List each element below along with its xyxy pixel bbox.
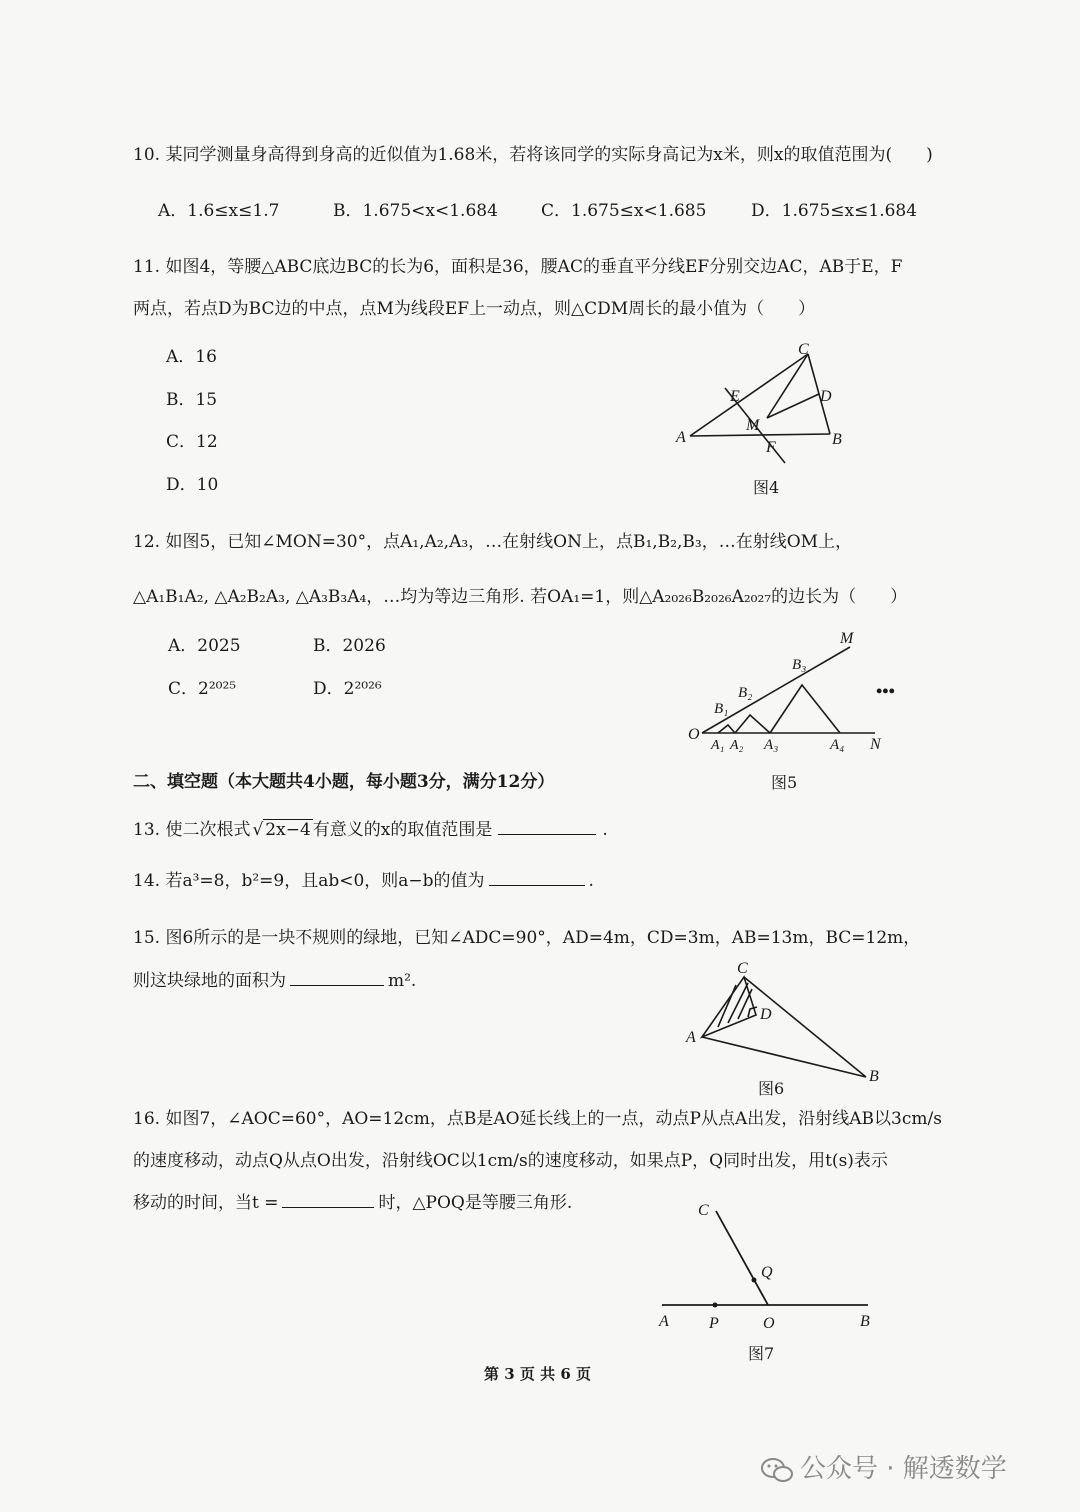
fig5-label-n: N [870,736,881,753]
q13-radical: √ 2x−4 [252,820,311,840]
q13-answer-blank[interactable] [498,820,596,835]
q16-stem-line3 [133,1188,572,1213]
watermark [760,1448,1007,1485]
fig5-label-m: M [840,630,854,647]
q10-stem: 10. 某同学测量身高得到身高的近似值为1.68米，若将该同学的实际身高记为x米，则x的取值范围为( ) [133,145,933,165]
fig7-label-o: O [763,1315,775,1332]
q11-stem-line1: 11. 如图4，等腰△ABC底边BC的长为6，面积是36，腰AC的垂直平分线EF分别交边AC，AB于E，F [133,257,903,277]
q10-option-d: D．1.675≤x≤1.684 [751,201,918,221]
q16-text-before: 移动的时间，当t = [133,1193,279,1213]
figure-6 [680,955,890,1085]
q15-stem-line1: 15. 图6所示的是一块不规则的绿地，已知∠ADC=90°，AD=4m，CD=3m，AB=13m，BC=12m， [133,928,921,948]
figure-6-caption: 图6 [758,1079,785,1098]
fig5-label-a2: A₂ [730,738,744,753]
q15-answer-blank[interactable] [290,971,384,986]
fig4-label-f: F [766,439,776,456]
fig7-label-c: C [698,1202,709,1219]
q10-option-b: B．1.675<x<1.684 [333,201,498,221]
fig5-label-a3: A₃ [764,737,779,753]
q16-stem-line2: 的速度移动，动点Q从点O出发，沿射线OC以1cm/s的速度移动，如果点P，Q同时出发，用t(s)表示 [133,1151,888,1171]
fig4-label-m: M [746,417,760,434]
q12-option-c: C．2²⁰²⁵ [168,679,237,699]
q14-text-end: . [588,871,594,891]
section-2-heading: 二、填空题（本大题共4小题，每小题3分，满分12分） [133,772,555,792]
q13-text-end: . [602,820,608,840]
fig7-point-p [713,1303,718,1308]
page-footer: 第 3 页 共 6 页 [484,1365,591,1383]
q13-text-before: 13. 使二次根式 [133,820,251,840]
fig4-label-b: B [832,431,842,448]
fig4-label-e: E [730,388,740,405]
fig7-label-p: P [709,1315,719,1332]
fig7-point-q [752,1278,757,1283]
q12-option-b: B．2026 [313,636,386,656]
q14-text-before: 14. 若a³=8，b²=9，且ab<0，则a−b的值为 [133,871,485,891]
fig7-label-b: B [860,1313,870,1330]
figure-4 [670,338,850,458]
q10-option-c: C．1.675≤x<1.685 [541,201,707,221]
q13-stem [133,815,608,840]
q14-answer-blank[interactable] [489,871,585,886]
q12-option-a: A．2025 [168,636,241,656]
fig5-label-a4: A₄ [830,737,845,753]
q11-stem-line2: 两点，若点D为BC边的中点，点M为线段EF上一动点，则△CDM周长的最小值为（ ） [133,299,816,319]
figure-5 [680,625,910,755]
fig5-label-b1: B₁ [714,701,729,717]
fig7-label-a: A [659,1313,669,1330]
q10-option-a: A．1.6≤x≤1.7 [158,201,280,221]
figure-5-caption: 图5 [771,773,798,792]
figure-7-caption: 图7 [748,1344,775,1363]
fig7-label-q: Q [761,1264,773,1281]
q11-option-b: B．15 [166,390,218,410]
fig5-label-b3: B₃ [792,657,807,673]
fig5-ellipsis: ••• [876,681,895,701]
fig4-label-d: D [820,388,832,405]
q16-stem-line1: 16. 如图7，∠AOC=60°，AO=12cm，点B是AO延长线上的一点，动点P从点A出发，沿射线AB以3cm/s [133,1109,942,1129]
wechat-icon [760,1456,794,1484]
q11-option-c: C．12 [166,432,218,452]
q13-radicand: 2x−4 [265,820,311,840]
q12-stem-line1: 12. 如图5，已知∠MON=30°，点A₁,A₂,A₃，…在射线ON上，点B₁,B₂,B₃，…在射线OM上， [133,532,853,552]
q15-unit: m². [388,971,417,991]
fig5-label-a1: A₁ [711,738,725,753]
fig6-label-b: B [869,1068,879,1085]
q12-option-d: D．2²⁰²⁶ [313,679,382,699]
fig4-label-a: A [676,429,686,446]
fig6-label-c: C [737,960,748,977]
q11-option-a: A．16 [166,347,217,367]
watermark-text: 公众号 · 解透数学 [800,1454,1007,1484]
q16-answer-blank[interactable] [282,1193,374,1208]
fig6-label-a: A [686,1029,696,1046]
figure-4-caption: 图4 [753,478,780,497]
fig4-label-c: C [798,341,809,358]
q11-option-d: D．10 [166,475,219,495]
q16-text-after: 时，△POQ是等腰三角形. [378,1193,573,1213]
fig5-label-b2: B₂ [738,685,753,701]
figure-7 [650,1195,890,1335]
fig6-label-d: D [760,1006,772,1023]
q12-stem-line2: △A₁B₁A₂, △A₂B₂A₃, △A₃B₃A₄，…均为等边三角形. 若OA₁=1，则△A₂₀₂₆B₂₀₂₆A₂₀₂₇的边长为（ ） [133,587,908,607]
q14-stem [133,866,594,891]
q15-stem-line2 [133,966,416,991]
q15-text-before: 则这块绿地的面积为 [133,971,286,991]
fig5-label-o: O [688,726,700,743]
q13-text-after: 有意义的x的取值范围是 [312,820,493,840]
